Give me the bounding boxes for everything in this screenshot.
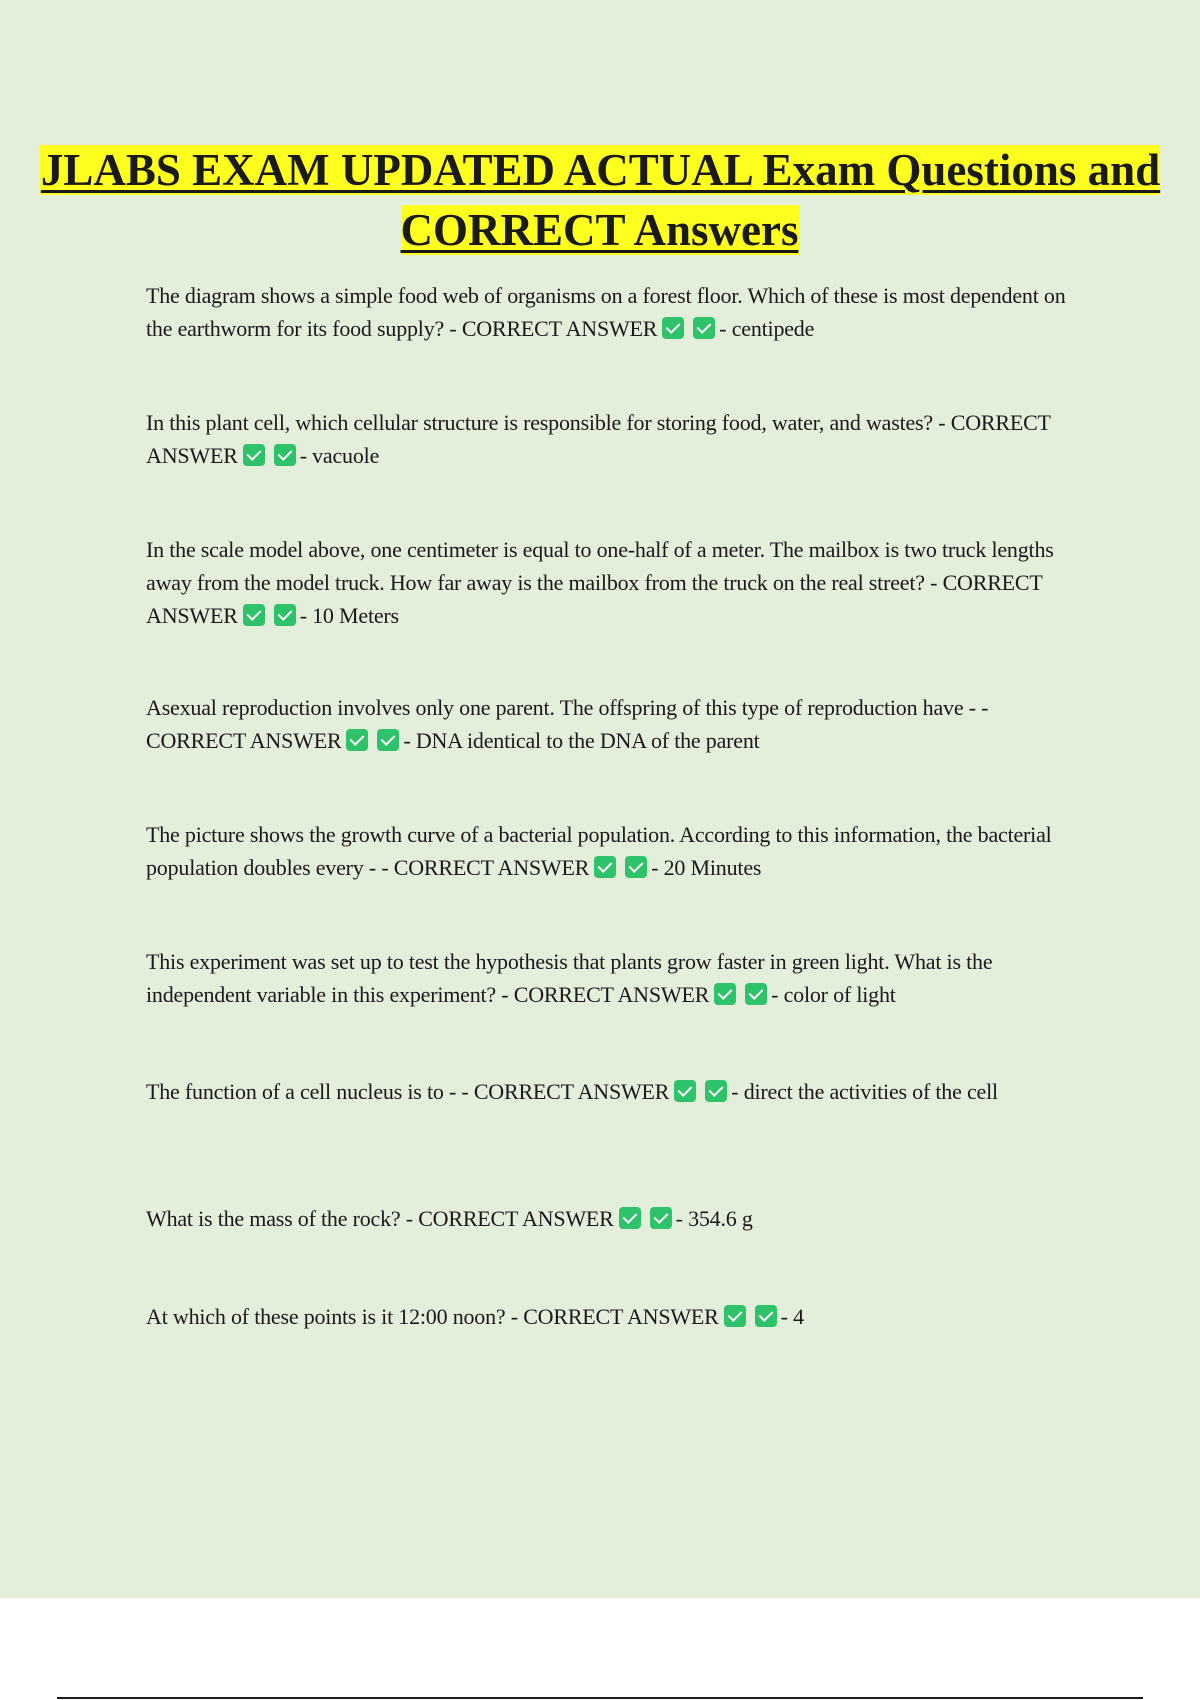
answer-marker: CORRECT ANSWER xyxy=(523,1304,719,1329)
answer-marker: CORRECT ANSWER xyxy=(418,1206,614,1231)
qa-item xyxy=(146,818,1086,884)
qa-item xyxy=(146,1075,1086,1108)
answer-text: - 4 xyxy=(780,1304,804,1329)
check-mark-icon xyxy=(243,604,265,626)
question-text: The picture shows the growth curve of a bacterial population. According to this information, the bacterial population doubles every - - xyxy=(146,822,1052,880)
qa-item xyxy=(146,533,1086,632)
answer-marker: CORRECT ANSWER xyxy=(461,316,658,341)
check-mark-icon xyxy=(243,444,265,466)
qa-item xyxy=(146,691,1086,757)
answer-text: - centipede xyxy=(719,316,815,341)
question-text: Asexual reproduction involves only one parent. The offspring of this type of reproduction have - - xyxy=(146,695,989,720)
check-mark-icon xyxy=(274,604,296,626)
answer-marker: CORRECT ANSWER xyxy=(473,1079,670,1104)
check-mark-icon xyxy=(625,856,647,878)
qa-item xyxy=(146,1202,1086,1235)
document-title-text: JLABS EXAM UPDATED ACTUAL Exam Questions and CORRECT Answers xyxy=(40,145,1161,255)
check-mark-icon xyxy=(662,317,684,339)
check-mark-icon xyxy=(346,729,368,751)
check-mark-icon xyxy=(705,1080,727,1102)
answer-text: - color of light xyxy=(771,982,896,1007)
answer-text: - 20 Minutes xyxy=(651,855,762,880)
check-mark-icon xyxy=(724,1305,746,1327)
question-text: The function of a cell nucleus is to - - xyxy=(146,1079,469,1104)
answer-text: - DNA identical to the DNA of the parent xyxy=(403,728,760,753)
document-title xyxy=(0,140,1200,260)
answer-marker: CORRECT ANSWER xyxy=(393,855,590,880)
question-text: What is the mass of the rock? - xyxy=(146,1206,413,1231)
check-mark-icon xyxy=(714,983,736,1005)
answer-text: - 10 Meters xyxy=(299,603,399,628)
page-footer-rule xyxy=(57,1697,1143,1699)
qa-item xyxy=(146,406,1086,472)
check-mark-icon xyxy=(693,317,715,339)
answer-text: - vacuole xyxy=(299,443,380,468)
answer-marker: CORRECT ANSWER xyxy=(146,410,1051,468)
question-text: At which of these points is it 12:00 noon? - xyxy=(146,1304,518,1329)
qa-item xyxy=(146,945,1086,1011)
answer-marker: CORRECT ANSWER xyxy=(513,982,710,1007)
question-text: In the scale model above, one centimeter is equal to one-half of a meter. The mailbox is two truck lengths away from the model truck. How far away is the mailbox from the truck on the real street? - xyxy=(146,537,1054,595)
check-mark-icon xyxy=(755,1305,777,1327)
check-mark-icon xyxy=(377,729,399,751)
answer-text: - 354.6 g xyxy=(675,1206,753,1231)
question-text: This experiment was set up to test the hypothesis that plants grow faster in green light. What is the independent variable in this experiment? - xyxy=(146,949,993,1007)
check-mark-icon xyxy=(650,1207,672,1229)
check-mark-icon xyxy=(674,1080,696,1102)
qa-item xyxy=(146,1300,1086,1333)
check-mark-icon xyxy=(594,856,616,878)
question-text: In this plant cell, which cellular structure is responsible for storing food, water, and wastes? - xyxy=(146,410,946,435)
answer-text: - direct the activities of the cell xyxy=(731,1079,998,1104)
check-mark-icon xyxy=(619,1207,641,1229)
question-text: The diagram shows a simple food web of organisms on a forest floor. Which of these is most dependent on the earthworm for its food supply? - xyxy=(146,283,1066,341)
check-mark-icon xyxy=(274,444,296,466)
answer-marker: CORRECT ANSWER xyxy=(146,570,1043,628)
answer-marker: CORRECT ANSWER xyxy=(146,728,342,753)
qa-item xyxy=(146,279,1086,345)
check-mark-icon xyxy=(745,983,767,1005)
